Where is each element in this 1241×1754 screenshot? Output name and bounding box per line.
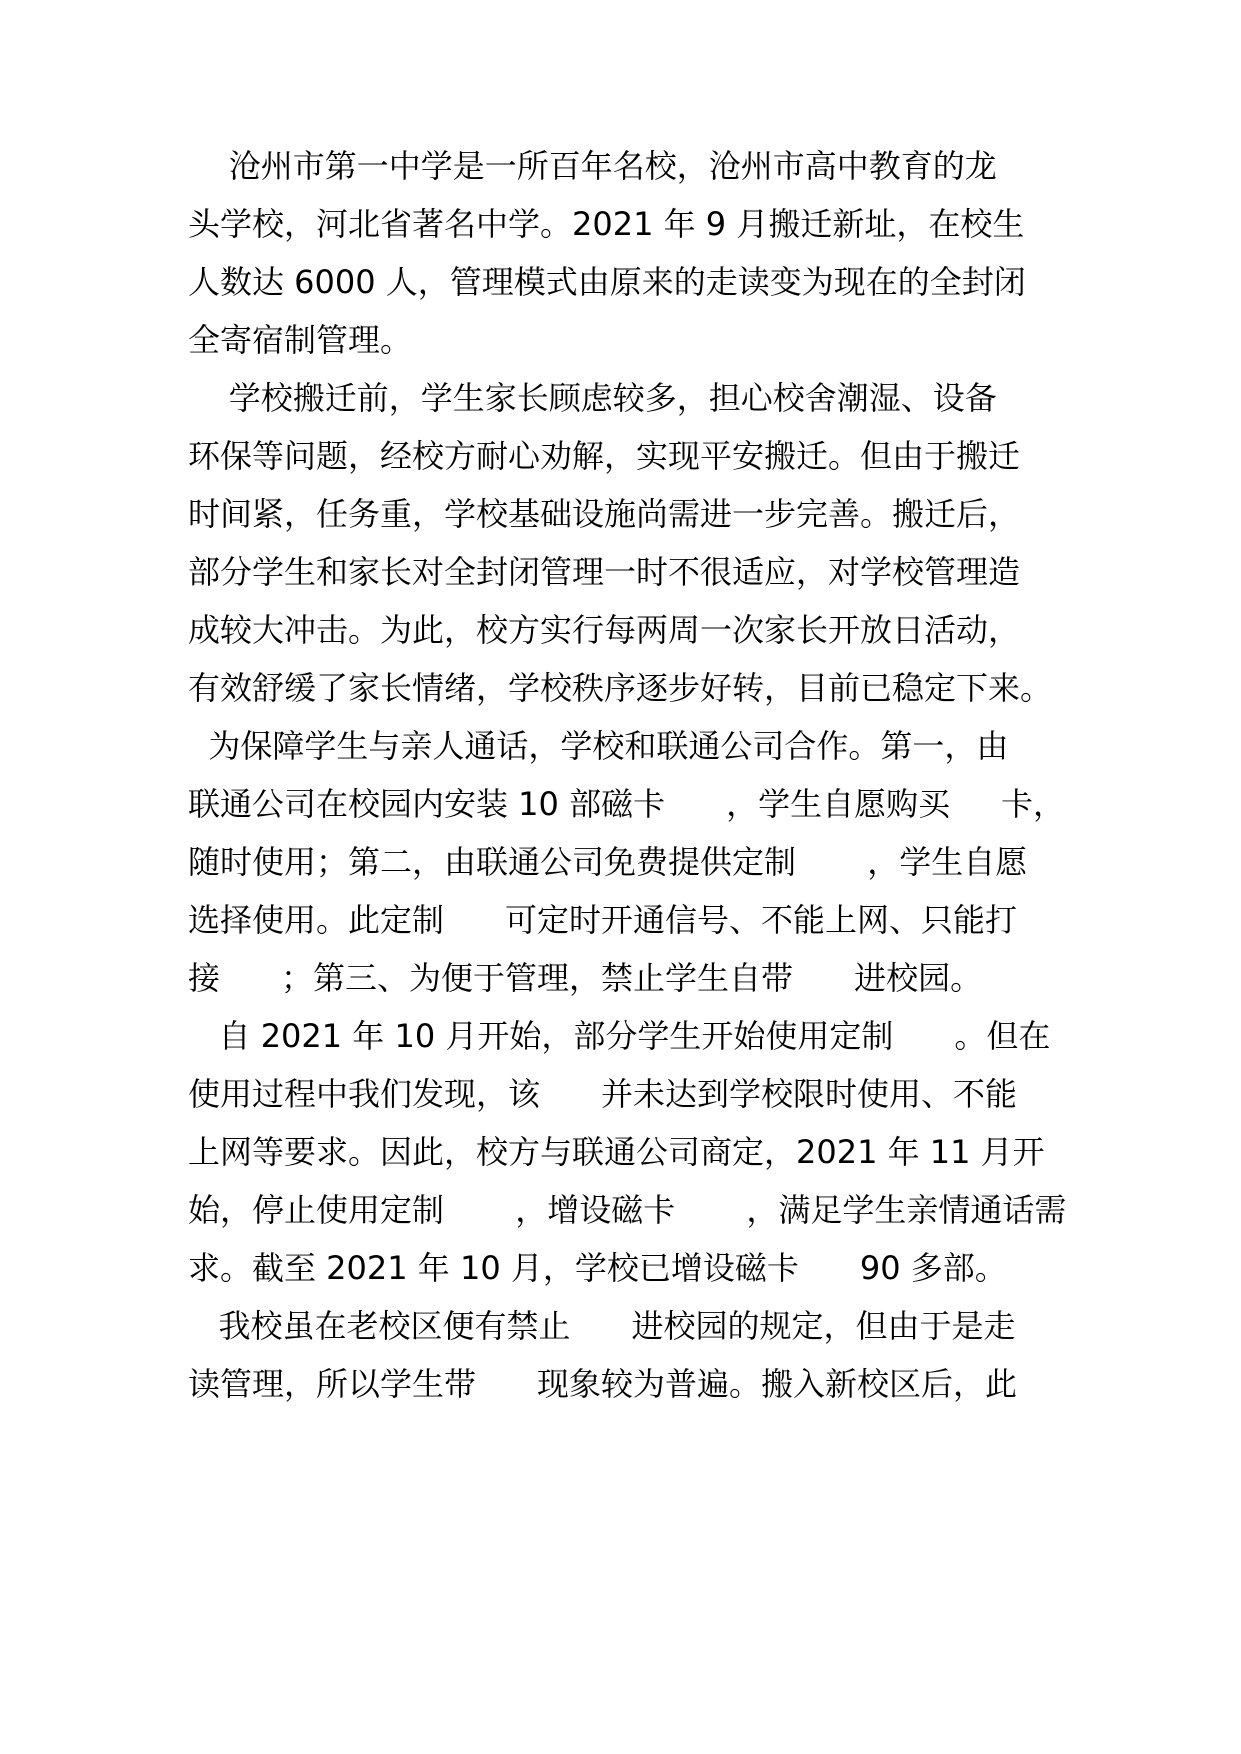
text-line: 沧州市第一中学是一所百年名校，沧州市高中教育的龙 — [188, 147, 997, 185]
text-line: 联通公司在校园内安装 10 部磁卡 ，学生自愿购买 卡， — [188, 785, 1065, 823]
text-line: 我校虽在老校区便有禁止 进校园的规定，但由于是走 — [188, 1307, 1016, 1345]
text-line: 自 2021 年 10 月开始，部分学生开始使用定制 。但在 — [188, 1017, 1051, 1055]
text-line: 为保障学生与亲人通话，学校和联通公司合作。第一，由 — [188, 727, 1009, 765]
text-line: 上网等要求。因此，校方与联通公司商定，2021 年 11 月开 — [188, 1133, 1045, 1171]
text-line: 学校搬迁前，学生家长顾虑较多，担心校舍潮湿、设备 — [188, 379, 997, 417]
text-line: 人数达 6000 人，管理模式由原来的走读变为现在的全封闭 — [188, 263, 1026, 301]
text-line: 头学校，河北省著名中学。2021 年 9 月搬迁新址，在校生 — [188, 205, 1025, 243]
text-line: 有效舒缓了家长情绪，学校秩序逐步好转，目前已稳定下来。 — [188, 669, 1053, 707]
text-line: 求。截至 2021 年 10 月，学校已增设磁卡 90 多部。 — [188, 1249, 1007, 1287]
text-line: 选择使用。此定制 可定时开通信号、不能上网、只能打 — [188, 901, 1018, 939]
text-line: 随时使用；第二，由联通公司免费提供定制 ，学生自愿 — [188, 843, 1028, 881]
text-line: 全寄宿制管理。 — [188, 321, 413, 359]
text-line: 使用过程中我们发现，该 并未达到学校限时使用、不能 — [188, 1075, 1018, 1113]
text-line: 环保等问题，经校方耐心劝解，实现平安搬迁。但由于搬迁 — [188, 437, 1021, 475]
text-line: 时间紧，任务重，学校基础设施尚需进一步完善。搬迁后， — [188, 495, 1021, 533]
text-line: 读管理，所以学生带 现象较为普遍。搬入新校区后，此 — [188, 1365, 1018, 1403]
text-line: 接 ；第三、为便于管理，禁止学生自带 进校园。 — [188, 959, 983, 997]
text-line: 部分学生和家长对全封闭管理一时不很适应，对学校管理造 — [188, 553, 1021, 591]
text-line: 成较大冲击。为此，校方实行每两周一次家长开放日活动， — [188, 611, 1021, 649]
text-line: 始，停止使用定制 ，增设磁卡 ，满足学生亲情通话需 — [188, 1191, 1067, 1229]
